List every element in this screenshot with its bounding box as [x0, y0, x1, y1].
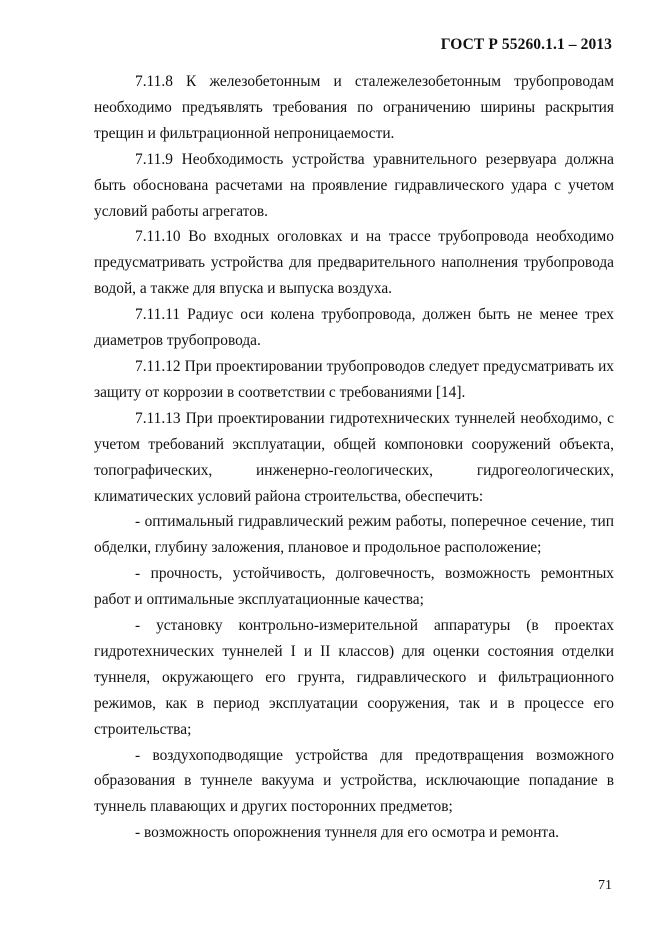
- document-header: ГОСТ Р 55260.1.1 – 2013: [440, 36, 612, 53]
- paragraph-7-11-12: 7.11.12 При проектировании трубопроводов следует предусматривать их защиту от коррозии в соответствии с требованиями [14].: [94, 357, 614, 401]
- list-item-instrumentation: - установку контрольно-измерительной аппаратуры (в проектах гидротехнических туннелей I и II классов) для оценки состояния отделки туннеля, окружающего его грунта, гидравлического и фильтрационного режимов, как в период эксплуатации сооружения, так и в процессе его строительства;: [94, 617, 614, 738]
- document-body: [94, 69, 614, 846]
- paragraph-7-11-10: 7.11.10 Во входных оголовках и на трассе трубопровода необходимо предусматривать устройства для предварительного наполнения трубопровода водой, а также для впуска и выпуска воздуха.: [94, 228, 614, 298]
- paragraph-7-11-8: 7.11.8 К железобетонным и сталежелезобетонным трубопроводам необходимо предъявлять требования по ограничению ширины раскрытия трещин и фильтрационной непроницаемости.: [94, 73, 614, 142]
- paragraph-7-11-13: 7.11.13 При проектировании гидротехнических туннелей необходимо, с учетом требований эксплуатации, общей компоновки сооружений объекта, топографических, инженерно-геологических, гидрогеологических, климатических условий района строительства, обеспечить:: [94, 409, 614, 505]
- list-item-strength: - прочность, устойчивость, долговечность, возможность ремонтных работ и оптимальные эксплуатационные качества;: [94, 565, 614, 609]
- list-item-drainage: - возможность опорожнения туннеля для его осмотра и ремонта.: [135, 824, 560, 842]
- page-number: 71: [598, 878, 612, 893]
- list-item-hydraulic-regime: - оптимальный гидравлический режим работы, поперечное сечение, тип обделки, глубину заложения, плановое и продольное расположение;: [94, 513, 614, 557]
- list-item-air-supply: - воздухоподводящие устройства для предотвращения возможного образования в туннеле вакуума и устройства, исключающие попадание в туннель плавающих и других посторонних предметов;: [94, 746, 614, 816]
- paragraph-7-11-9: 7.11.9 Необходимость устройства уравнительного резервуара должна быть обоснована расчетами на проявление гидравлического удара с учетом условий работы агрегатов.: [94, 150, 614, 220]
- paragraph-7-11-11: 7.11.11 Радиус оси колена трубопровода, должен быть не менее трех диаметров трубопровода.: [94, 306, 614, 350]
